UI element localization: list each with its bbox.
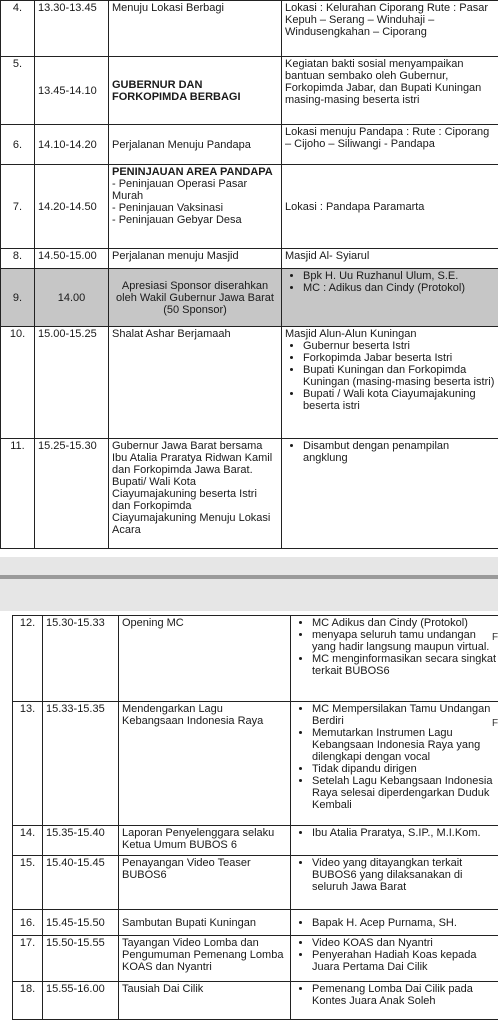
- list-item: • Pemenang Lomba Dai Cilik pada Kontes Juara Anak Soleh: [312, 983, 498, 1007]
- row-time: 15.45-15.50: [43, 910, 119, 936]
- bullet-list: [294, 937, 498, 973]
- list-item: • Video KOAS dan Nyantri: [312, 937, 498, 949]
- row-info: [282, 327, 498, 439]
- row-number: 17 .: [20, 937, 35, 949]
- table-row: [13, 702, 498, 826]
- row-time: 15.30-15.33: [43, 616, 119, 702]
- row-time: 15.00-15.25: [35, 327, 109, 439]
- bullet-list: [294, 703, 498, 811]
- margin-mark: F: [492, 718, 498, 729]
- row-info: [282, 439, 498, 549]
- bullet-list: [294, 617, 498, 677]
- list-item: • Video yang ditayangkan terkait BUBOS6 yang dilaksanakan di seluruh Jawa Barat: [312, 857, 498, 893]
- row-activity: Mendengarkan Lagu Kebangsaan Indonesia Raya: [119, 702, 291, 826]
- table-row: [1, 327, 498, 439]
- row-info: [291, 616, 498, 702]
- row-time: 13.45-14.10: [35, 57, 109, 125]
- table-row: [13, 856, 498, 910]
- list-item: • Bpk H. Uu Ruzhanul Ulum, S.E.: [303, 270, 495, 282]
- row-number: 9 .: [13, 292, 22, 304]
- list-item: • Disambut dengan penampilan angklung: [303, 440, 495, 464]
- table-row: [1, 125, 498, 165]
- row-info: [291, 910, 498, 936]
- row-activity: GUBERNUR DAN FORKOPIMDA BERBAGI: [109, 57, 282, 125]
- list-item: • MC : Adikus dan Cindy (Protokol): [303, 282, 495, 294]
- table-row: [1, 165, 498, 249]
- row-time: 14.20-14.50: [35, 165, 109, 249]
- margin-mark: F: [492, 632, 498, 643]
- row-activity: Laporan Penyelenggara selaku Ketua Umum BUBOS 6: [119, 826, 291, 856]
- row-activity: Sambutan Bupati Kuningan: [119, 910, 291, 936]
- row-number: 14 .: [20, 827, 35, 839]
- row-number: 7 .: [13, 201, 22, 213]
- list-item: • MC menginformasikan secara singkat terkait BUBOS6: [312, 653, 498, 677]
- row-time: 13.30-13.45: [35, 1, 109, 57]
- row-info: Lokasi menuju Pandapa : Rute : Ciporang – Cijoho – Siliwangi - Pandapa: [282, 125, 498, 165]
- list-item: • Forkopimda Jabar beserta Istri: [303, 352, 495, 364]
- row-activity: Apresiasi Sponsor diserahkan oleh Wakil Gubernur Jawa Barat (50 Sponsor): [109, 269, 282, 327]
- table-row: [1, 57, 498, 125]
- bullet-list: [294, 917, 498, 929]
- row-info: Lokasi : Kelurahan Ciporang Rute : Pasar Kepuh – Serang – Winduhaji – Windusengkahan – Ciporang: [282, 1, 498, 57]
- schedule-table-page-2: [12, 615, 498, 1020]
- page-break: [0, 557, 498, 611]
- list-item: • Tidak dipandu dirigen: [312, 763, 498, 775]
- row-time: 14.00: [35, 269, 109, 327]
- table-row: [1, 1, 498, 57]
- row-info: [291, 702, 498, 826]
- list-item: • Penyerahan Hadiah Koas kepada Juara Pertama Dai Cilik: [312, 949, 498, 973]
- row-time: 15.50-15.55: [43, 936, 119, 982]
- row-info: [291, 856, 498, 910]
- activity-line: - Peninjauan Operasi Pasar Murah: [112, 178, 248, 202]
- row-time: 15.25-15.30: [35, 439, 109, 549]
- bullet-list: [294, 827, 498, 839]
- table-row: [13, 826, 498, 856]
- row-time: 15.35-15.40: [43, 826, 119, 856]
- list-item: • Bupati / Wali kota Ciayumajakuning beserta istri: [303, 388, 495, 412]
- table-row: [1, 269, 498, 327]
- list-item: • menyapa seluruh tamu undangan yang hadir langsung maupun virtual.: [312, 629, 498, 653]
- activity-title: PENINJAUAN AREA PANDAPA: [112, 166, 273, 178]
- row-time: 15.55-16.00: [43, 982, 119, 1020]
- table-row: [13, 982, 498, 1020]
- row-number: 13 .: [20, 703, 35, 715]
- row-activity: Opening MC: [119, 616, 291, 702]
- list-item: • Bupati Kuningan dan Forkopimda Kuningan (masing-masing beserta istri): [303, 364, 495, 388]
- list-item: • Gubernur beserta Istri: [303, 340, 495, 352]
- row-info: Kegiatan bakti sosial menyampaikan bantuan sembako oleh Gubernur, Forkopimda Jabar, dan Bupati Kuningan masing-masing beserta istri: [282, 57, 498, 125]
- row-number: 8 .: [13, 250, 22, 262]
- row-number: 5 .: [13, 58, 22, 70]
- bullet-list: [285, 440, 495, 464]
- bullet-list: [285, 270, 495, 294]
- list-item: • Ibu Atalia Praratya, S.IP., M.I.Kom.: [312, 827, 498, 839]
- row-info: [282, 269, 498, 327]
- row-number: 18 .: [20, 983, 35, 995]
- list-item: • Setelah Lagu Kebangsaan Indonesia Raya selesai diperdengarkan Duduk Kembali: [312, 775, 498, 811]
- row-info: [291, 982, 498, 1020]
- row-info: Masjid Al- Syiarul: [282, 249, 498, 269]
- table-row: [13, 936, 498, 982]
- row-number: 4 .: [13, 2, 22, 14]
- list-item: • Bapak H. Acep Purnama, SH.: [312, 917, 498, 929]
- table-row: [13, 616, 498, 702]
- row-number: 16 .: [20, 917, 35, 929]
- row-number: 15 .: [20, 857, 35, 869]
- bullet-list: [294, 983, 498, 1007]
- page-edge: [0, 575, 498, 579]
- row-activity: Penayangan Video Teaser BUBOS6: [119, 856, 291, 910]
- row-info: [291, 936, 498, 982]
- row-number: 6 .: [13, 139, 22, 151]
- list-item: • MC Mempersilakan Tamu Undangan Berdiri: [312, 703, 498, 727]
- activity-line: - Peninjauan Vaksinasi: [112, 202, 224, 214]
- activity-line: - Peninjauan Gebyar Desa: [112, 214, 242, 226]
- row-activity: Shalat Ashar Berjamaah: [109, 327, 282, 439]
- row-number: 11 .: [10, 440, 24, 452]
- row-time: 14.10-14.20: [35, 125, 109, 165]
- row-activity: Perjalanan menuju Masjid: [109, 249, 282, 269]
- list-item: • MC Adikus dan Cindy (Protokol): [312, 617, 498, 629]
- list-item: • Memutarkan Instrumen Lagu Kebangsaan Indonesia Raya yang dilengkapi dengan vocal: [312, 727, 498, 763]
- row-info: Lokasi : Pandapa Paramarta: [282, 165, 498, 249]
- row-activity: Gubernur Jawa Barat bersama Ibu Atalia Praratya Ridwan Kamil dan Forkopimda Jawa Barat. Bupati/ Wali Kota Ciayumajakuning beserta Istri dan Forkopimda Ciayumajakuning Menuju Lokasi Acara: [109, 439, 282, 549]
- bullet-list: [294, 857, 498, 893]
- bullet-list: [285, 340, 495, 412]
- row-time: 14.50-15.00: [35, 249, 109, 269]
- row-info: [291, 826, 498, 856]
- row-activity: Tayangan Video Lomba dan Pengumuman Pemenang Lomba KOAS dan Nyantri: [119, 936, 291, 982]
- row-activity: Menuju Lokasi Berbagi: [109, 1, 282, 57]
- table-row: [1, 439, 498, 549]
- info-line: Masjid Alun-Alun Kuningan: [285, 328, 417, 340]
- row-activity: Perjalanan Menuju Pandapa: [109, 125, 282, 165]
- row-number: 12 .: [20, 617, 35, 629]
- row-activity: [109, 165, 282, 249]
- row-activity: Tausiah Dai Cilik: [119, 982, 291, 1020]
- table-row: [1, 249, 498, 269]
- table-row: [13, 910, 498, 936]
- row-time: 15.40-15.45: [43, 856, 119, 910]
- row-number: 10 .: [10, 328, 25, 340]
- row-time: 15.33-15.35: [43, 702, 119, 826]
